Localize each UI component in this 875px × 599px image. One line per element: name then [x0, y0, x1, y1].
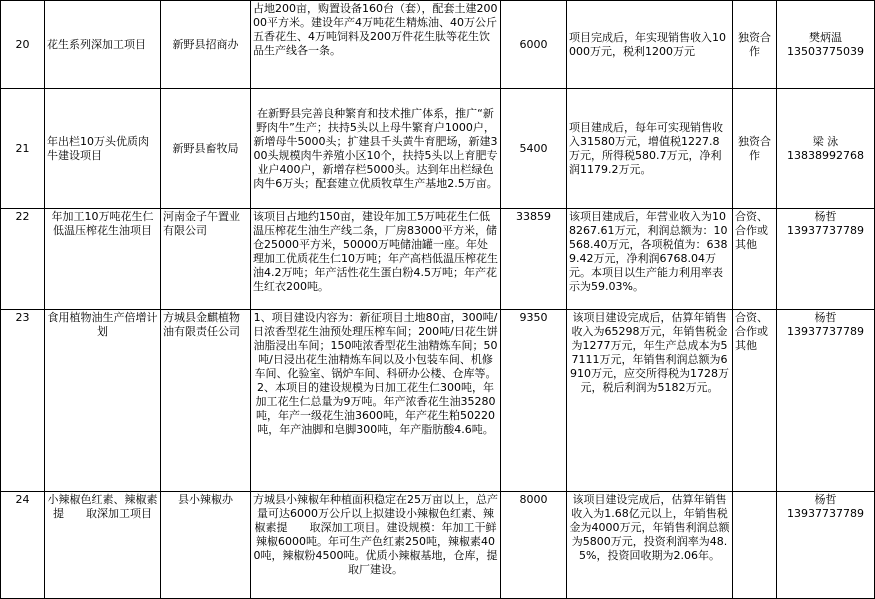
cooperation-mode: 合资、合作或其他: [733, 310, 777, 492]
table-row: [1, 89, 875, 209]
project-content: 在新野县完善良种繁育和技术推广体系，推广“新野肉牛”生产；扶持5头以上母牛繁育户1000户，新增母牛5000头；扩建县千头黄牛育肥场，新建300头规模肉牛养殖小区10个，扶持5头以上育肥专业户400户，新增存栏5000头。达到年出栏绿色肉牛6万头；配套建立优质牧草生产基地2.5万亩。: [251, 89, 501, 209]
project-investment: 8000: [501, 492, 567, 599]
project-content-text: 方城县小辣椒年种植面积稳定在25万亩以上，总产量可达6000万公斤以上拟建设小辣椒色红素、辣椒素提 取深加工项目。建设规模：年加工干鲜辣椒6000吨。年可生产色红素250吨，辣椒素400吨，辣椒粉4500吨。优质小辣椒基地，仓库，提取厂建设。: [253, 493, 498, 576]
project-content: [251, 492, 501, 599]
project-name: 食用植物油生产倍增计划: [45, 310, 161, 492]
table-row: [1, 209, 875, 310]
cooperation-mode: 独资合作: [733, 89, 777, 209]
project-content-text: 该项目占地约150亩，建设年加工5万吨花生仁低温压榨花生油生产线二条，厂房83000平方米，储仓25000平方米，50000万吨储油罐一座。年处理加工优质花生仁10万吨；年产高档低温压榨花生油4.2万吨；年产活性花生蛋白粉4.5万吨；年产花生红衣200吨。: [253, 210, 498, 293]
project-name: 年加工10万吨花生仁低温压榨花生油项目: [45, 209, 161, 310]
project-benefit: 项目完成后，年实现销售收入10000万元，税利1200万元: [567, 1, 733, 89]
cooperation-mode: [733, 492, 777, 599]
project-unit: 河南金子午置业有限公司: [161, 209, 251, 310]
project-unit: 新野县招商办: [161, 1, 251, 89]
project-investment: 33859: [501, 209, 567, 310]
project-benefit: 该项目建设完成后，估算年销售收入为65298万元，年销售税金为1277万元，年生产总成本为57111万元，年销售利润总额为6910万元，应交所得税为1728万元，税后利润为5182万元。: [567, 310, 733, 492]
row-number: 24: [1, 492, 45, 599]
row-number: 22: [1, 209, 45, 310]
project-investment: 9350: [501, 310, 567, 492]
project-investment: 5400: [501, 89, 567, 209]
contact: 梁 泳 13838992768: [777, 89, 875, 209]
contact: 杨哲 13937737789: [777, 310, 875, 492]
project-content: [251, 209, 501, 310]
project-unit: 新野县畜牧局: [161, 89, 251, 209]
contact: 杨哲 13937737789: [777, 492, 875, 599]
project-content: 占地200亩，购置设备160台（套），配套土建20000平方米。建设年产4万吨花生精炼油、40万公斤五香花生、4万吨饲料及200万件花生肽等花生饮品生产线各一条。: [251, 1, 501, 89]
project-benefit: 项目建成后，每年可实现销售收入31580万元，增值税1227.8万元，所得税580.7万元，净利润1179.2万元。: [567, 89, 733, 209]
project-unit: 方城县金麒植物油有限责任公司: [161, 310, 251, 492]
row-number: 20: [1, 1, 45, 89]
project-investment: 6000: [501, 1, 567, 89]
project-benefit: 该项目建成后，年营业收入为108267.61万元，利润总额为：10568.40万元，各项税值为：6389.42万元，净利润6768.04万元。本项目以生产能力利用率表示为59.03%。: [567, 209, 733, 310]
project-benefit: 该项目建设完成后，估算年销售收入为1.68亿元以上，年销售税金为4000万元，年销售利润总额为5800万元，投资利润率为48.5%，投资回收期为2.06年。: [567, 492, 733, 599]
contact: 樊炳温 13503775039: [777, 1, 875, 89]
table-row: [1, 1, 875, 89]
project-unit: 县小辣椒办: [161, 492, 251, 599]
cooperation-mode: 合资、合作或其他: [733, 209, 777, 310]
contact: 杨哲 13937737789: [777, 209, 875, 310]
project-name: 年出栏10万头优质肉牛建设项目: [45, 89, 161, 209]
project-content: 1、项目建设内容为：新征项目土地80亩，300吨/日浓香型花生油预处理压榨车间；200吨/日花生饼油脂浸出车间；150吨浓香型花生油精炼车间；50吨/日浸出花生油精炼车间以及小包装车间、机修车间、化验室、锅炉车间、科研办公楼、仓库等。2、本项目的建设规模为日加工花生仁300吨，年加工花生仁总量为9万吨。年产浓香花生油35280吨，年产一级花生油3600吨，年产花生粕50220吨，年产油脚和皂脚300吨，年产脂肪酸4.6吨。: [251, 310, 501, 492]
table-row: [1, 492, 875, 599]
cooperation-mode: 独资合作: [733, 1, 777, 89]
table-row: [1, 310, 875, 492]
row-number: 23: [1, 310, 45, 492]
project-name: 花生系列深加工项目: [45, 1, 161, 89]
project-name: 小辣椒色红素、辣椒素提 取深加工项目: [45, 492, 161, 599]
row-number: 21: [1, 89, 45, 209]
